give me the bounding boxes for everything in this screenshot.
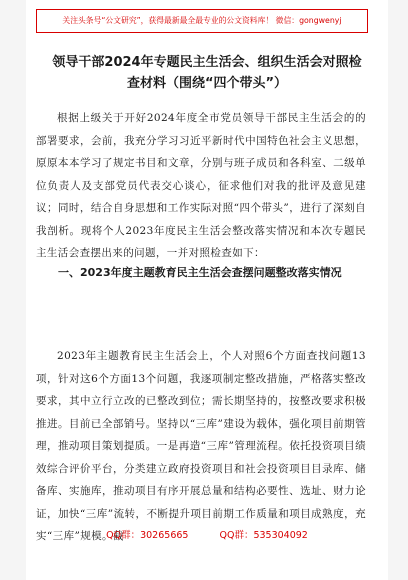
document-title: 领导干部2024年专题民主生活会、组织生活会对照检查材料（围绕“四个带头”） [52,55,362,91]
footer-qq-group-2: QQ群：535304092 [219,530,308,541]
document-page [26,0,388,580]
section-body-paragraph: 2023年主题教育民主生活会上，个人对照6个方面查找问题13项，针对这6个方面13个问题，我逐项制定整改措施，严格落实整改要求，其中立行立改的已整改到位；需长期坚持的，按整改要求积极推进。目前已全部销号。坚持以“三库”建设为载体，强化项目前期管理，推动项目策划提质。一是再造“三库”管理流程。依托投资项目绩效综合评价平台，分类建立政府投资项目和社会投资项目目录库、储备库、实施库，推动项目有序开展总量和结构必要性、选址、财力论证，加快“三库”流转，不断提升项目前期工作质量和项目成熟度，充实“三库”规模。截 [36,350,366,542]
section-heading: 一、2023年度主题教育民主生活会查摆问题整改落实情况 [58,266,342,279]
viewer-right-margin [388,0,408,580]
footer-qq-groups [26,527,388,541]
promo-banner: 关注头条号“公文研究”，获得最新最全最专业的公文资料库！ 微信：gongwenyj [36,9,368,33]
footer-qq-group-1: QQ群：30265665 [106,530,189,541]
intro-paragraph: 根据上级关于开好2024年度全市党员领导干部民主生活会的的部署要求，会前，我充分学习习近平新时代中国特色社会主义思想，原原本本学习了规定书目和文章，分别与班子成员和各科室、二级单位负责人及支部党员代表交心谈心，征求他们对我的批评及意见建议；同时，结合自身思想和工作实际对照“四个带头”，进行了深刻自我剖析。现将个人2023年度民主生活会整改落实情况和本次专题民主生活会查摆出来的问题，一并对照检查如下： [36,112,366,259]
viewer-left-margin [0,0,26,580]
